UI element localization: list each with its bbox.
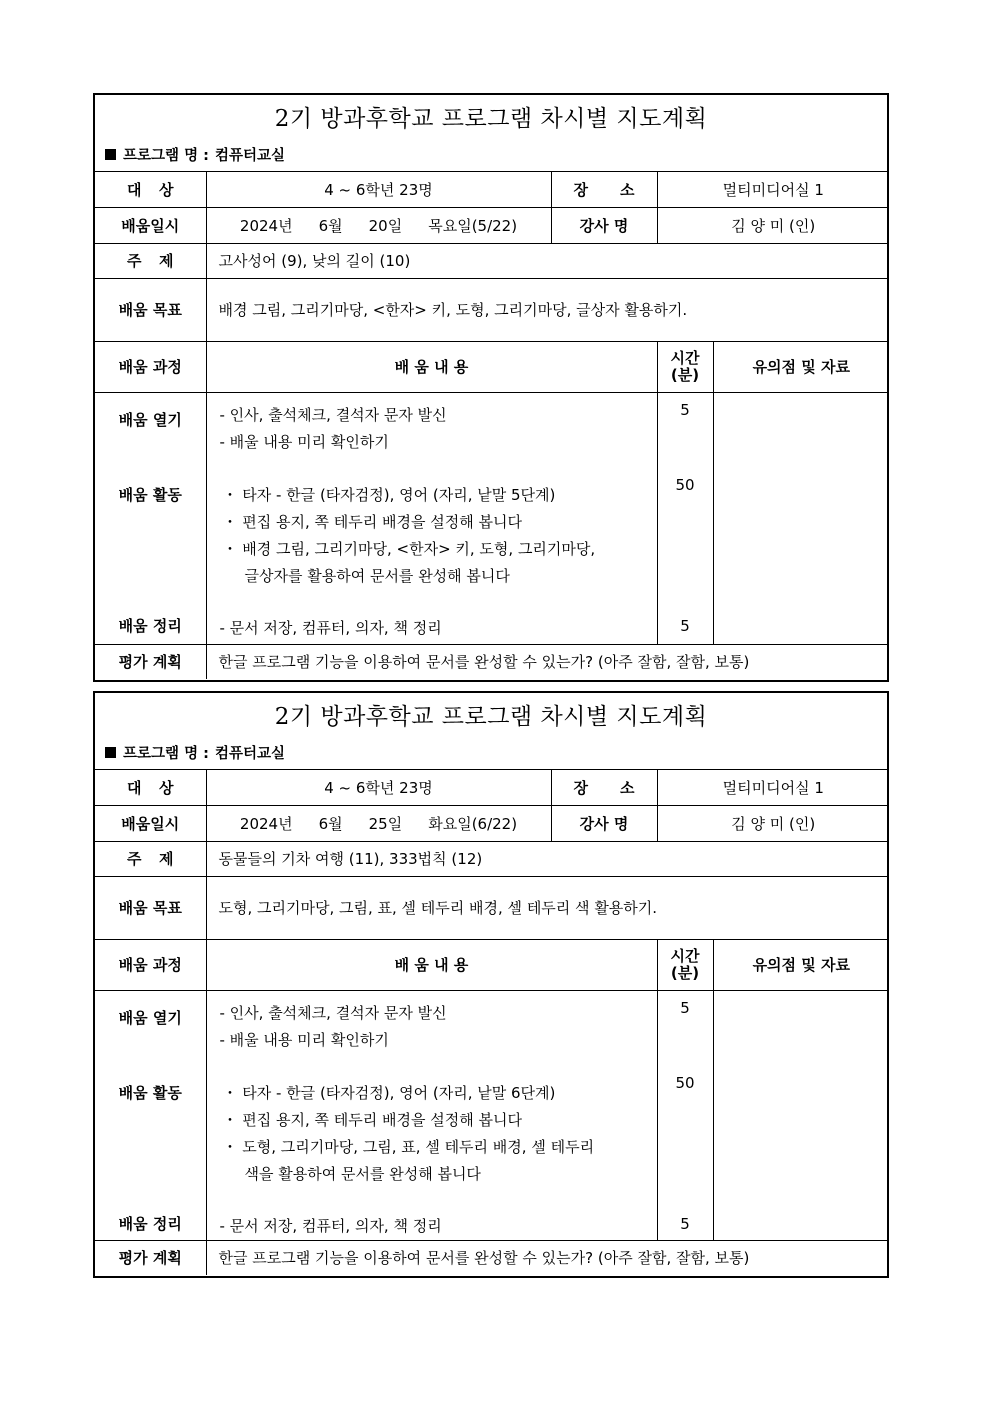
plan-title: 2기 방과후학교 프로그램 차시별 지도계획 <box>274 704 708 730</box>
content-line: - 배울 내용 미리 확인하기 <box>219 1030 389 1049</box>
goal-label: 배움 목표 <box>95 876 206 939</box>
notes-cell <box>713 392 889 644</box>
content-line: - 배울 내용 미리 확인하기 <box>219 432 389 451</box>
plan-title: 2기 방과후학교 프로그램 차시별 지도계획 <box>274 106 708 132</box>
lesson-plan-1 <box>93 93 889 682</box>
time-cell <box>657 392 713 644</box>
program-name: 컴퓨터교실 <box>214 746 285 762</box>
content-line: - 인사, 출석체크, 결석자 문자 발신 <box>219 405 447 424</box>
program-line <box>95 138 887 172</box>
goal-value: 도형, 그리기마당, 그림, 표, 셀 테두리 배경, 셀 테두리 색 활용하기. <box>206 876 889 939</box>
content-line: ・ 타자 - 한글 (타자검정), 영어 (자리, 낱말 6단계) <box>222 1083 556 1102</box>
eval-value: 한글 프로그램 기능을 이용하여 문서를 완성할 수 있는가? (아주 잘함, 잘함, 보통) <box>206 1240 889 1275</box>
content-line: 글상자를 활용하여 문서를 완성해 봅니다 <box>244 566 510 585</box>
content-line: - 문서 저장, 컴퓨터, 의자, 책 정리 <box>219 1216 442 1235</box>
place-label: 장 소 <box>551 770 657 805</box>
square-bullet-icon <box>105 149 116 160</box>
phase-activity: 배움 활동 <box>118 1083 182 1102</box>
content-line: ・ 편집 용지, 쪽 테두리 배경을 설정해 봅니다 <box>222 512 522 531</box>
content-line: ・ 배경 그림, 그리기마당, <한자> 키, 도형, 그리기마당, <box>222 539 596 558</box>
phase-activity: 배움 활동 <box>118 485 182 504</box>
subject-value: 고사성어 (9), 낮의 길이 (10) <box>206 243 889 278</box>
program-label: 프로그램 명 : <box>123 746 209 762</box>
plan-table <box>95 172 889 679</box>
content-line: ・ 타자 - 한글 (타자검정), 영어 (자리, 낱말 5단계) <box>222 485 556 504</box>
header-content: 배 움 내 용 <box>206 341 657 392</box>
goal-label: 배움 목표 <box>95 278 206 341</box>
content-cell <box>206 392 657 644</box>
content-line: ・ 편집 용지, 쪽 테두리 배경을 설정해 봅니다 <box>222 1110 522 1129</box>
goal-value: 배경 그림, 그리기마당, <한자> 키, 도형, 그리기마당, 글상자 활용하기. <box>206 278 889 341</box>
program-line <box>95 736 887 770</box>
square-bullet-icon <box>105 747 116 758</box>
time-cell <box>657 990 713 1240</box>
teacher-value: 김 양 미 (인) <box>657 207 889 243</box>
header-notes: 유의점 및 자료 <box>713 341 889 392</box>
date-label: 배움일시 <box>95 805 206 841</box>
teacher-value: 김 양 미 (인) <box>657 805 889 841</box>
content-line: ・ 도형, 그리기마당, 그림, 표, 셀 테두리 배경, 셀 테두리 <box>222 1137 595 1156</box>
header-time: 시간 (분) <box>657 341 713 392</box>
target-value: 4 ~ 6학년 23명 <box>206 770 551 805</box>
content-line: - 인사, 출석체크, 결석자 문자 발신 <box>219 1003 447 1022</box>
header-content: 배 움 내 용 <box>206 939 657 990</box>
program-name: 컴퓨터교실 <box>214 148 285 164</box>
place-label: 장 소 <box>551 172 657 207</box>
time-open: 5 <box>680 998 690 1017</box>
teacher-label: 강사 명 <box>551 805 657 841</box>
time-close: 5 <box>680 616 690 635</box>
time-activity: 50 <box>675 475 695 494</box>
content-cell <box>206 990 657 1240</box>
target-label: 대 상 <box>95 770 206 805</box>
date-value: 2024년 6월 25일 화요일(6/22) <box>206 805 551 841</box>
process-phases <box>95 990 206 1240</box>
subject-label: 주 제 <box>95 243 206 278</box>
content-line: - 문서 저장, 컴퓨터, 의자, 책 정리 <box>219 618 442 637</box>
time-activity: 50 <box>675 1073 695 1092</box>
place-value: 멀티미디어실 1 <box>657 172 889 207</box>
eval-label: 평가 계획 <box>95 644 206 679</box>
target-label: 대 상 <box>95 172 206 207</box>
subject-label: 주 제 <box>95 841 206 876</box>
teacher-label: 강사 명 <box>551 207 657 243</box>
phase-close: 배움 정리 <box>118 616 182 635</box>
header-time: 시간 (분) <box>657 939 713 990</box>
subject-value: 동물들의 기차 여행 (11), 333법칙 (12) <box>206 841 889 876</box>
content-line: 색을 활용하여 문서를 완성해 봅니다 <box>244 1164 481 1183</box>
phase-open: 배움 열기 <box>118 1008 182 1027</box>
place-value: 멀티미디어실 1 <box>657 770 889 805</box>
eval-label: 평가 계획 <box>95 1240 206 1275</box>
date-label: 배움일시 <box>95 207 206 243</box>
plan-table <box>95 770 889 1275</box>
header-process: 배움 과정 <box>95 939 206 990</box>
notes-cell <box>713 990 889 1240</box>
lesson-plan-2 <box>93 691 889 1278</box>
time-close: 5 <box>680 1214 690 1233</box>
date-value: 2024년 6월 20일 목요일(5/22) <box>206 207 551 243</box>
header-notes: 유의점 및 자료 <box>713 939 889 990</box>
eval-value: 한글 프로그램 기능을 이용하여 문서를 완성할 수 있는가? (아주 잘함, 잘함, 보통) <box>206 644 889 679</box>
program-label: 프로그램 명 : <box>123 148 209 164</box>
time-open: 5 <box>680 400 690 419</box>
process-phases <box>95 392 206 644</box>
phase-open: 배움 열기 <box>118 410 182 429</box>
target-value: 4 ~ 6학년 23명 <box>206 172 551 207</box>
header-process: 배움 과정 <box>95 341 206 392</box>
phase-close: 배움 정리 <box>118 1214 182 1233</box>
